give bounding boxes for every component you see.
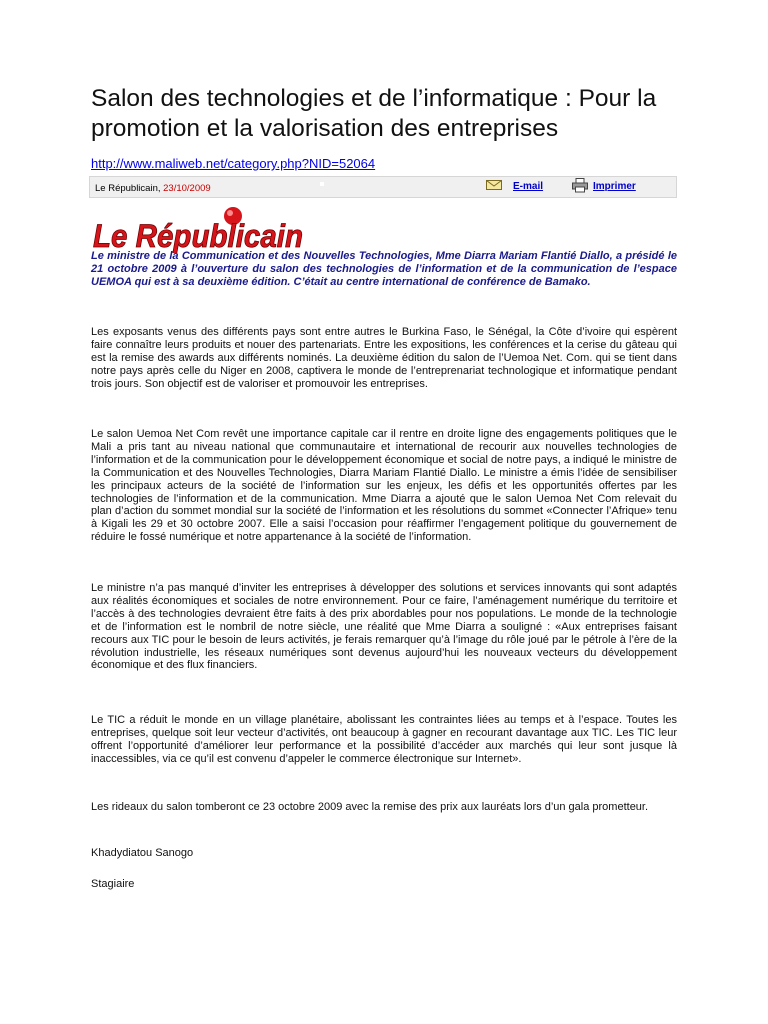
printer-icon[interactable] bbox=[572, 178, 588, 193]
print-link[interactable]: Imprimer bbox=[593, 181, 636, 192]
source-url-link[interactable]: http://www.maliweb.net/category.php?NID=52064 bbox=[91, 156, 376, 171]
paragraph-1: Les exposants venus des différents pays sont entre autres le Burkina Faso, le Sénégal, la Côte d’ivoire qui espèrent faire connaître leurs produits et nouer des partenariats. Entre les expositions, les conférences et la cerise du gâteau qui est la remise des awards aux différents nominés. La deuxième édition du salon de l’Uemoa Net. Com. qui se tient dans notre pays après celle du Niger en 2008, captivera le monde de l’entreprenariat technologique et informatique pendant trois jours. Son objectif est de valoriser et promouvoir les entreprises. bbox=[91, 326, 677, 390]
svg-text:Le Républicain: Le Républicain bbox=[93, 218, 303, 253]
le-republicain-logo bbox=[91, 203, 307, 253]
source-bar bbox=[89, 176, 677, 198]
author-name: Khadydiatou Sanogo bbox=[91, 847, 194, 859]
paragraph-2: Le salon Uemoa Net Com revêt une importance capitale car il rentre en droite ligne des engagements politiques que le Mali a pris tant au niveau national que communautaire et international de recourir aux nouvelles technologies de l’information et de la communication pour le développement économique et social de notre pays, a indiqué le ministre de la Communication et des Nouvelles Technologies, Diarra Mariam Flantié Diallo. Le ministre a émis l’idée de sensibiliser les principaux acteurs de la société de l’information sur les enjeux, les défis et les opportunités offertes par les technologies de l’information et de la communication. Mme Diarra a ajouté que le salon Uemoa Net Com relevait du plan d’action du sommet mondial sur la société de l’information et les résolutions du sommet «Connecter l’Afrique» tenu à Kigali les 29 et 30 octobre 2007. Elle a saisi l’occasion pour réaffirmer l’engagement politique du gouvernement de réduire le fossé numérique et notre appartenance à la société de l’information. bbox=[91, 428, 677, 544]
paragraph-3: Le ministre n’a pas manqué d’inviter les entreprises à développer des solutions et services innovants qui sont adaptés aux réalités économiques et sociales de notre environnement. Pour ce faire, l’aménagement numérique du territoire et l’accès à des technologies devraient être faits à des prix abordables pour nos populations. Le monde de la technologie et de l’information est le nombril de notre siècle, une réalité que Mme Diarra a souligné : «Aux entreprises faisant recours aux TIC pour le besoin de leurs activités, je ferais remarquer qu’à l’image du rôle joué par le pétrole à l’ère de la révolution industrielle, les réseaux numériques sont devenus aujourd’hui les nouveaux vecteurs du développement économique et des flux financiers. bbox=[91, 582, 677, 672]
source-date: 23/10/2009 bbox=[163, 183, 211, 194]
author-role: Stagiaire bbox=[91, 878, 135, 890]
article-lead: Le ministre de la Communication et des Nouvelles Technologies, Mme Diarra Mariam Flantié Diallo, a présidé le 21 octobre 2009 à l’ouverture du salon des technologies de l’information et de la communication de l’espace UEMOA qui est à sa deuxième édition. C’était au centre international de conférence de Bamako. bbox=[91, 250, 677, 288]
source-name: Le Républicain, bbox=[95, 183, 164, 194]
email-icon[interactable] bbox=[486, 180, 502, 190]
email-link[interactable]: E-mail bbox=[513, 181, 544, 192]
article-title: Salon des technologies et de l’informatique : Pour la promotion et la valorisation des entreprises bbox=[91, 85, 657, 142]
paragraph-5: Les rideaux du salon tomberont ce 23 octobre 2009 avec la remise des prix aux lauréats lors d’un gala prometteur. bbox=[91, 801, 649, 813]
source-info bbox=[95, 183, 211, 194]
bar-marker bbox=[320, 182, 324, 186]
paragraph-4: Le TIC a réduit le monde en un village planétaire, abolissant les contraintes liées au temps et à l’espace. Toutes les entreprises, quelque soit leur vecteur d’activités, ont beaucoup à gagner en recourant davantage aux TIC. Les TIC leur offrent l’opportunité d’améliorer leur performance et la possibilité d’accéder aux marchés qui leur sont jusque là inaccessibles, via ce qu’il est convenu d’appeler le commerce électronique sur Internet». bbox=[91, 714, 677, 765]
